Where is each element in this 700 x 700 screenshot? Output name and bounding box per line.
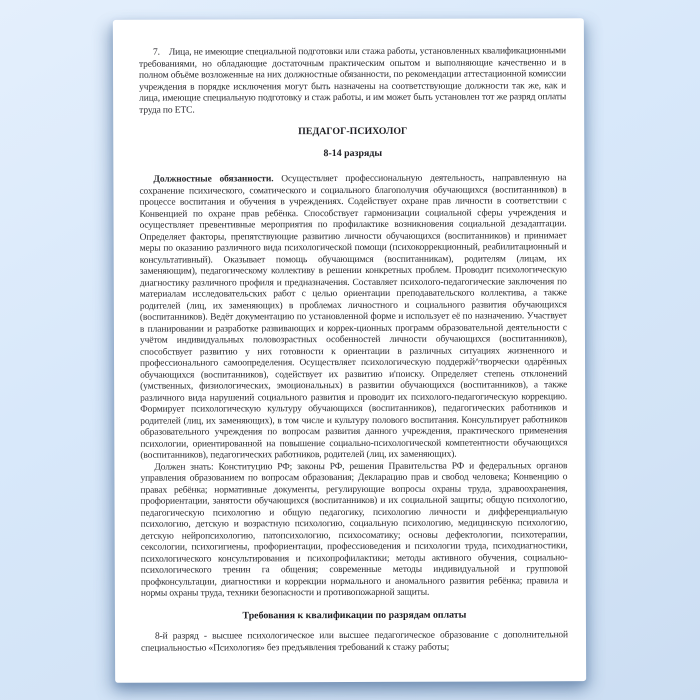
intro-paragraph-text: Лица, не имеющие специальной подготовки или стажа работы, установленных квалификационными требованиями, но обладающие достаточным практическим опытом и выполняющие качественно и в полном объёме возложенные на них должностные обязанности, по рекомендации аттестационной комиссии учреждения в порядке исключения могут быть назначены на соответствующие должности так же, как и лица, имеющие специальную подготовку и стаж работы, и им может быть установлен тот же разряд оплаты труда по ЕТС. [138,46,567,116]
duties-paragraph-text: Осуществляет профессиональную деятельность, направленную на сохранение психического, соматического и социального благополучия обучающихся (воспитанников) в процессе воспитания и обучения в учреждениях. Содействует охране прав личности в соответствии с Конвенцией по охране прав ребёнка. Способствует гармонизации социальной сферы учреждения и осуществляет превентивные мероприятия по профилактике возникновения социальной дезадаптации. Определяет факторы, препятствующие развитию личности обучающихся (воспитанников) и принимает меры по оказанию различного вида психологической помощи (психокоррекционный, реабилитационный и консультативный). Оказывает помощь обучающимся (воспитанникам), родителям (лицам, их заменяющим), педагогическому коллективу в решении конкретных проблем. Проводит психологическую диагностику различного профиля и предназначения. Составляет психолого-педагогические заключения по материалам исследовательских работ с целью ориентации преподавательского коллектива, а также родителей (лиц, их заменяющих) в проблемах личностного и социального развития обучающихся (воспитанников). Ведёт документацию по установленной форме и использует её по назначению. Участвует в планировании и разработке развивающих и коррек-ционных программ образовательной деятельности с учётом индивидуальных половозрастных особенностей личности обучающихся (воспитанников), способствует развитию у них готовности к ориентации в различных ситуациях жизненного и профессионального самоопределения. Осуществляет психологическую поддержй^творчески одарённых обучающихся (воспитанников), содействует их развитию и'поиску. Определяет степень отклонений (умственных, физиологических, эмоциональных) в развитии обучающихся (воспитанников), а также различного вида нарушений социального развития и проводит их психолого-педагогическую коррекцию. Формирует психологическую культуру обучающихся (воспитанников), педагогических работников и родителей (лиц, их заменяющих), в том числе и культуру полового воспитания. Консультирует работников образовательного учреждения по вопросам развития данного учреждения, практического применения психологии, ориентированной на повышение социально-психологической компетентности обучающихся (воспитанников), педагогических работников, родителей (лиц, их заменяющих). [139,173,568,461]
intro-paragraph [139,46,566,116]
paragraph-number: 7. [152,47,160,58]
must-know-paragraph: Должен знать: Конституцию РФ; законы РФ, решения Правительства РФ и федеральных органов управления образованием по вопросам образования; Декларацию прав и свобод человека; Конвенцию о правах ребёнка; нормативные документы, регулирующие вопросы охраны труда, здравоохранения, профориентации, занятости обучающихся (воспитанников) и их социальной защиты; общую психологию, педагогическую психологию и общую педагогику, психологию личности и дифференциальную психологию, детскую и возрастную психологию, социальную психологию, медицинскую психологию, детскую нейропсихологию, патопсихологию, психосоматику; основы дефектологии, психотерапии, сексологии, психогигиены, профориентации, профессиоведения и психологии труда, психодиагностики, психологического консультирования и психопрофилактики; методы активного обучения, социально-психологического тренин га общения; современные методы индивидуальной и групповой профконсультации, диагностики и коррекции нормального и аномального развития ребёнка; правила и нормы охраны труда, техники безопасности и противопожарной защиты. [140,460,568,599]
document-page [113,18,586,683]
duties-lead-label: Должностные обязанности. [153,174,274,185]
document-content [139,46,568,668]
duties-paragraph [139,173,567,462]
job-title-heading: ПЕДАГОГ-ПСИХОЛОГ [298,125,408,138]
requirements-heading: Требования к квалификации по разрядам оплаты [242,609,467,621]
grade-range-heading: 8-14 разряды [323,147,383,159]
requirement-grade-8-paragraph: 8-й разряд - высшее психологическое или высшее педагогическое образование с дополнительной специальностью «Психология» без предъявления требований к стажу работы; [141,630,569,654]
